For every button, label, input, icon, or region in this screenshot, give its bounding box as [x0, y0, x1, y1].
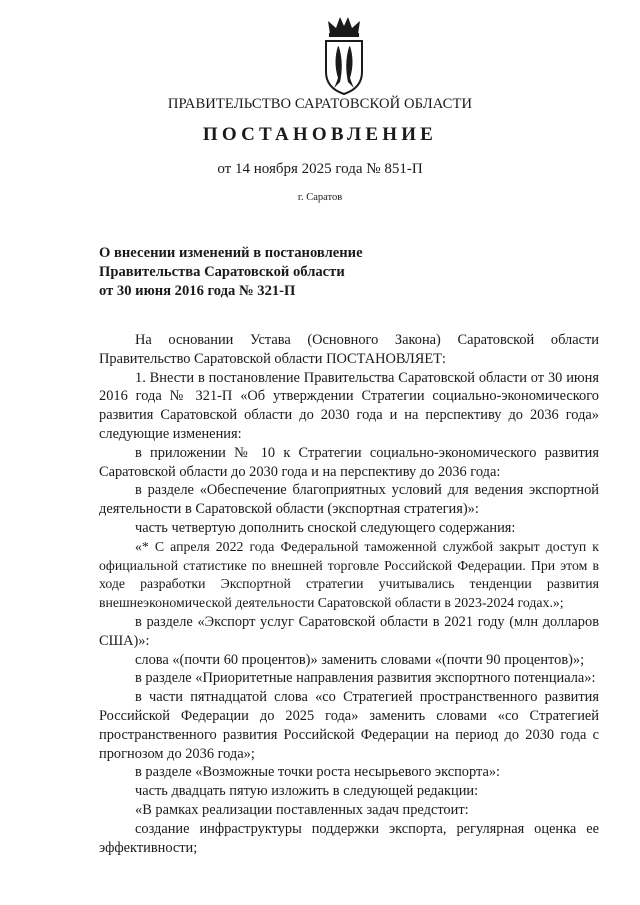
body-paragraph: в разделе «Приоритетные направления развития экспортного потенциала»: [135, 670, 596, 687]
body-paragraph: в разделе «Обеспечение благоприятных условий для ведения экспортной деятельности в Саратовской области (экспортная стратегия)»: [99, 482, 599, 518]
body-paragraph: создание инфраструктуры поддержки экспорта, регулярная оценка ее эффективности; [99, 820, 599, 856]
body-paragraph: «В рамках реализации поставленных задач предстоит: [135, 801, 469, 818]
subject-line: Правительства Саратовской области [99, 264, 345, 280]
subject-line: от 30 июня 2016 года № 321-П [99, 283, 296, 299]
document-subject [99, 244, 363, 301]
government-name: ПРАВИТЕЛЬСТВО САРАТОВСКОЙ ОБЛАСТИ [167, 96, 473, 112]
footnote-paragraph: «* С апреля 2022 года Федеральной таможенной службой закрыт доступ к официальной статистике по внешней торговле Российской Федерации. При этом в ходе разработки Экспортной стратегии учитывались тенденции развития внешнеэкономической деятельности Саратовской области в 2023-2024 годах.»; [99, 538, 599, 611]
body-paragraph: На основании Устава (Основного Закона) Саратовской области Правительство Саратовской области ПОСТАНОВЛЯЕТ: [99, 332, 599, 367]
document-date-number: от 14 ноября 2025 года № 851-П [217, 161, 423, 177]
body-paragraph: 1. Внести в постановление Правительства Саратовской области от 30 июня 2016 года № 321-П «Об утверждении Стратегии социально-экономического развития Саратовской области до 2030 года и на перспективу до 2036 года» следующие изменения: [99, 369, 599, 442]
body-paragraph: часть четвертую дополнить сноской следующего содержания: [135, 519, 516, 536]
body-paragraph: в части пятнадцатой слова «со Стратегией пространственного развития Российской Федерации до 2025 года» заменить словами «со Стратегией пространственного развития Российской Федерации на период до 2030 года с прогнозом до 2036 года»; [99, 689, 599, 762]
body-paragraph: часть двадцать пятую изложить в следующей редакции: [135, 783, 479, 800]
saratov-coat-of-arms-icon [318, 12, 370, 96]
body-paragraph: в разделе «Экспорт услуг Саратовской области в 2021 году (млн долларов США)»: [99, 613, 599, 649]
document-body [99, 331, 599, 857]
document-city: г. Саратов [297, 192, 343, 203]
body-paragraph: слова «(почти 60 процентов)» заменить словами «(почти 90 процентов)»; [135, 651, 585, 668]
body-paragraph: в приложении № 10 к Стратегии социально-экономического развития Саратовской области до 2030 года и на перспективу до 2036 года: [99, 444, 599, 480]
subject-line: О внесении изменений в постановление [99, 245, 363, 261]
body-paragraph: в разделе «Возможные точки роста несырьевого экспорта»: [135, 764, 501, 781]
document-type: ПОСТАНОВЛЕНИЕ [202, 124, 438, 145]
